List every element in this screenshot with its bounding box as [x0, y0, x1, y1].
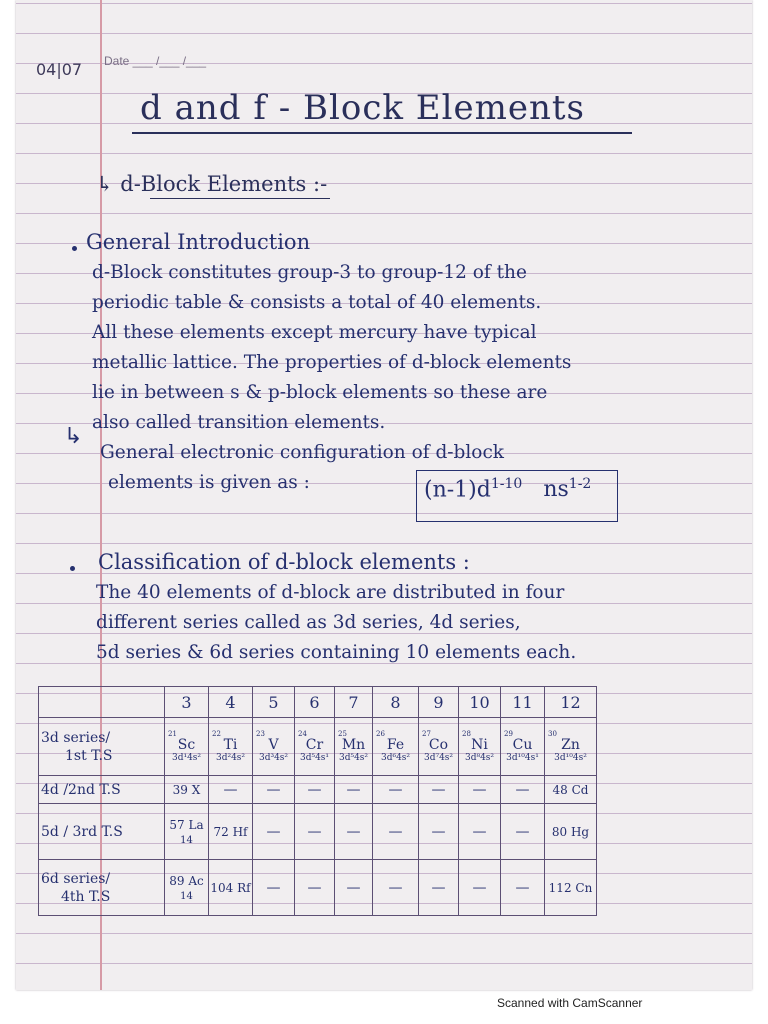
- classification-line: 5d series & 6d series containing 10 elements each.: [96, 642, 577, 663]
- dash-cell: —: [335, 804, 373, 860]
- curved-arrow-icon: ↳: [64, 424, 83, 449]
- intro-heading: General Introduction: [86, 230, 311, 254]
- element-cell: [295, 718, 335, 776]
- group-number: 4: [209, 687, 253, 718]
- element-symbol: Ni: [471, 737, 488, 753]
- electronic-config-formula: [424, 476, 591, 502]
- element-cell: 72 Hf: [209, 804, 253, 860]
- element-symbol: Co: [428, 737, 449, 753]
- row-label: 4d /2nd T.S: [39, 776, 165, 804]
- intro-line: metallic lattice. The properties of d-block elements: [92, 352, 572, 373]
- element-label: 57 La: [169, 817, 204, 832]
- element-config: 3d⁵4s²: [338, 753, 369, 763]
- element-cell: [209, 718, 253, 776]
- group-number: 10: [459, 687, 501, 718]
- dash-cell: —: [501, 776, 545, 804]
- group-number: 6: [295, 687, 335, 718]
- dash-cell: —: [253, 860, 295, 916]
- element-cell: [165, 860, 209, 916]
- atomic-number: 25: [338, 730, 347, 738]
- dash-cell: —: [295, 776, 335, 804]
- section-heading-underline: [150, 198, 330, 199]
- element-config: 3d¹⁰4s²: [554, 753, 587, 763]
- element-config: 3d⁵4s¹: [299, 753, 330, 763]
- element-cell: [459, 718, 501, 776]
- group-number: 11: [501, 687, 545, 718]
- atomic-number: 26: [376, 730, 385, 738]
- atomic-number: 23: [256, 730, 265, 738]
- element-cell: [165, 804, 209, 860]
- group-number: 7: [335, 687, 373, 718]
- element-config: 3d¹⁰4s¹: [506, 753, 539, 763]
- element-cell: [253, 718, 295, 776]
- group-number: 5: [253, 687, 295, 718]
- formula-ns: ns: [543, 477, 569, 503]
- group-number: 12: [545, 687, 597, 718]
- dash-cell: —: [501, 860, 545, 916]
- section-heading: ↳ d-Block Elements :-: [96, 172, 328, 196]
- row-label: 5d / 3rd T.S: [39, 804, 165, 860]
- corner-cell: [39, 687, 165, 718]
- element-symbol: Sc: [177, 737, 196, 753]
- dash-cell: —: [335, 860, 373, 916]
- element-config: 3d²4s²: [215, 753, 246, 763]
- group-number: 8: [373, 687, 419, 718]
- dash-cell: —: [295, 860, 335, 916]
- bullet-icon: [72, 246, 77, 251]
- dash-cell: —: [295, 804, 335, 860]
- element-label: 89 Ac: [169, 873, 204, 888]
- element-cell: [335, 718, 373, 776]
- element-cell: [373, 718, 419, 776]
- element-cell: 80 Hg: [545, 804, 597, 860]
- element-config: 3d⁶4s²: [380, 753, 411, 763]
- dash-cell: —: [419, 860, 459, 916]
- atomic-number: 24: [298, 730, 307, 738]
- dash-cell: —: [253, 804, 295, 860]
- gap-count: 14: [180, 890, 193, 902]
- dash-cell: —: [373, 860, 419, 916]
- intro-line: periodic table & consists a total of 40 elements.: [92, 292, 542, 313]
- element-config: 3d³4s²: [258, 753, 289, 763]
- atomic-number: 22: [212, 730, 221, 738]
- dash-cell: —: [459, 860, 501, 916]
- title-underline: [132, 132, 632, 134]
- element-cell: 112 Cn: [545, 860, 597, 916]
- row-5d-series: [39, 804, 597, 860]
- row-6d-series: [39, 860, 597, 916]
- row-label-line: 3d series/: [41, 729, 111, 746]
- intro-line: also called transition elements.: [92, 412, 386, 433]
- element-symbol: Fe: [386, 737, 405, 753]
- group-header-row: [39, 687, 597, 718]
- bullet-icon: [70, 566, 75, 571]
- dash-cell: —: [419, 804, 459, 860]
- row-label-line: 6d series/: [41, 870, 111, 887]
- element-cell: [501, 718, 545, 776]
- intro-line: d-Block constitutes group-3 to group-12 of the: [92, 262, 527, 283]
- formula-ns-exponent: 1-2: [568, 476, 592, 492]
- scanner-watermark: Scanned with CamScanner: [497, 996, 643, 1010]
- group-number: 9: [419, 687, 459, 718]
- element-symbol: Cr: [305, 737, 324, 753]
- dash-cell: —: [501, 804, 545, 860]
- atomic-number: 27: [422, 730, 431, 738]
- classification-line: different series called as 3d series, 4d series,: [96, 612, 521, 633]
- row-label: [39, 718, 165, 776]
- dash-cell: —: [459, 776, 501, 804]
- atomic-number: 29: [504, 730, 513, 738]
- element-config: 3d⁸4s²: [464, 753, 495, 763]
- element-config: 3d¹4s²: [171, 753, 202, 763]
- element-cell: [545, 718, 597, 776]
- gap-count: 14: [180, 834, 193, 846]
- dash-cell: —: [373, 776, 419, 804]
- element-cell: [165, 718, 209, 776]
- row-label-line: 1st T.S: [65, 747, 113, 764]
- element-cell: 104 Rf: [209, 860, 253, 916]
- formula-base: (n-1)d: [424, 477, 491, 503]
- group-number: 3: [165, 687, 209, 718]
- element-symbol: Ti: [223, 737, 238, 753]
- config-line: General electronic configuration of d-block: [100, 442, 505, 463]
- page-number: 04|07: [36, 60, 83, 79]
- element-config: 3d⁷4s²: [423, 753, 454, 763]
- config-line: elements is given as :: [108, 472, 310, 493]
- atomic-number: 21: [168, 730, 177, 738]
- date-label: Date ___ /___ /___: [104, 54, 207, 68]
- element-cell: 48 Cd: [545, 776, 597, 804]
- dash-cell: —: [253, 776, 295, 804]
- row-4d-series: [39, 776, 597, 804]
- atomic-number: 30: [548, 730, 557, 738]
- atomic-number: 28: [462, 730, 471, 738]
- dash-cell: —: [373, 804, 419, 860]
- dash-cell: —: [335, 776, 373, 804]
- row-3d-series: [39, 718, 597, 776]
- element-symbol: V: [268, 737, 279, 753]
- row-label: [39, 860, 165, 916]
- dash-cell: —: [209, 776, 253, 804]
- element-symbol: Zn: [561, 737, 580, 753]
- element-cell: [419, 718, 459, 776]
- classification-heading: Classification of d-block elements :: [98, 550, 470, 574]
- intro-line: lie in between s & p-block elements so these are: [92, 382, 548, 403]
- dash-cell: —: [419, 776, 459, 804]
- classification-line: The 40 elements of d-block are distributed in four: [96, 582, 565, 603]
- formula-d-exponent: 1-10: [490, 476, 523, 492]
- dash-cell: —: [459, 804, 501, 860]
- d-block-series-table: [38, 686, 597, 916]
- intro-line: All these elements except mercury have typical: [92, 322, 537, 343]
- element-symbol: Mn: [341, 737, 366, 753]
- page-title: d and f - Block Elements: [140, 88, 585, 128]
- element-cell: 39 X: [165, 776, 209, 804]
- row-label-line: 4th T.S: [61, 888, 111, 905]
- element-symbol: Cu: [512, 737, 533, 753]
